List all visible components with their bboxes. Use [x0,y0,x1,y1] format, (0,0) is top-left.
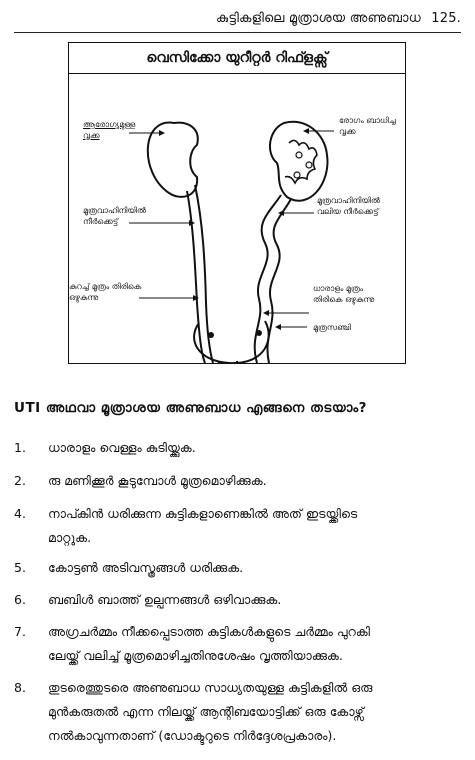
label-little-backflow: കുറച്ച് മൂത്രം തിരികെ ഒഴുകുന്നു [69,282,142,302]
label-bladder: മൂത്രസഞ്ചി [313,323,351,332]
figure-title: വെസിക്കോ യുറീറ്റർ റിഫ്ളക്സ് [69,43,405,74]
vur-figure [68,42,406,364]
running-header [14,6,461,33]
label-ureter-swelling: മൂത്രവാഹിനിയിൽ നീർക്കെട്ട് [83,206,146,226]
section-heading: UTI അഥവാ മൂത്രാശയ അണുബാധ എങ്ങനെ തടയാം? [14,400,367,416]
page: കുട്ടികളിലെ മൂത്രാശയ അണുബാധ 125. വെസിക്കോ യുറീറ്റർ റിഫ്ളക്സ് ആരോഗ്യമുള്ള വൃക്ക രോഗം ബാധിച്ച വൃക്ക മൂത്രവാഹിനിയിൽ നീർക്കെട്ട് മൂത്രവാഹിനിയിൽ വലിയ നീർക്കെട്ട് കുറച്ച് മൂത്രം തിരികെ ഒഴുകുന്നു ധാരാളം മൂത്രം തിരികെ ഒഴുകുന്നു മൂത്രസഞ്ചി UTI അഥവാ മൂത്രാശയ അണുബാധ എങ്ങനെ തടയാം? 1. ധാരാളം വെള്ളം കുടിയ്ക്കുക. 2. രു മണിക്കൂർ കൂടുമ്പോൾ മൂത്രമൊഴിക്കുക. 4. നാപ്കിൻ ധരിക്കുന്ന കുട്ടികളാണെങ്കിൽ അത് ഇടയ്ക്കിടെ മാറ്റുക. 5. കോട്ടൺ അടിവസ്ത്രങ്ങൾ ധരിക്കുക. 6. ബബിൾ ബാത്ത് ഉല്പന്നങ്ങൾ ഒഴിവാക്കുക. 7. അഗ്രചർമ്മം നീക്കപ്പെടാത്ത കുട്ടികൾകളുടെ ചർമ്മം പുറകി ലേയ്ക്ക് വലിച്ച് മൂത്രമൊഴിച്ചതിനുശേഷം വൃത്തിയാക്കുക. 8. തുടരെത്തുടരെ അണുബാധ സാധ്യതയുള്ള കുട്ടികളിൽ ഒരു മുൻകരുതൽ എന്ന നിലയ്ക്ക് ആന്റിബയോട്ടിക്ക് ഒരു കോഴ്സ് നൽകാവുന്നതാണ് (ഡോക്ടറുടെ നിർദ്ദേശപ്രകാരം). [0,0,475,760]
label-ureter-large-swelling: മൂത്രവാഹിനിയിൽ വലിയ നീർക്കെട്ട് [317,196,380,216]
page-number: 125. [431,11,461,26]
label-much-backflow: ധാരാളം മൂത്രം തിരികെ ഒഴുകുന്നു [313,284,375,304]
healthy-kidney-shape [148,123,198,197]
bladder-shape [194,321,269,363]
bladder-diagram [69,303,404,363]
label-diseased-kidney: രോഗം ബാധിച്ച വൃക്ക [339,116,396,136]
dilated-calyces [285,140,317,183]
running-title: കുട്ടികളിലെ മൂത്രാശയ അണുബാധ [216,11,421,26]
label-healthy-kidney: ആരോഗ്യമുള്ള വൃക്ക [83,120,136,140]
diseased-kidney-shape [270,122,328,201]
